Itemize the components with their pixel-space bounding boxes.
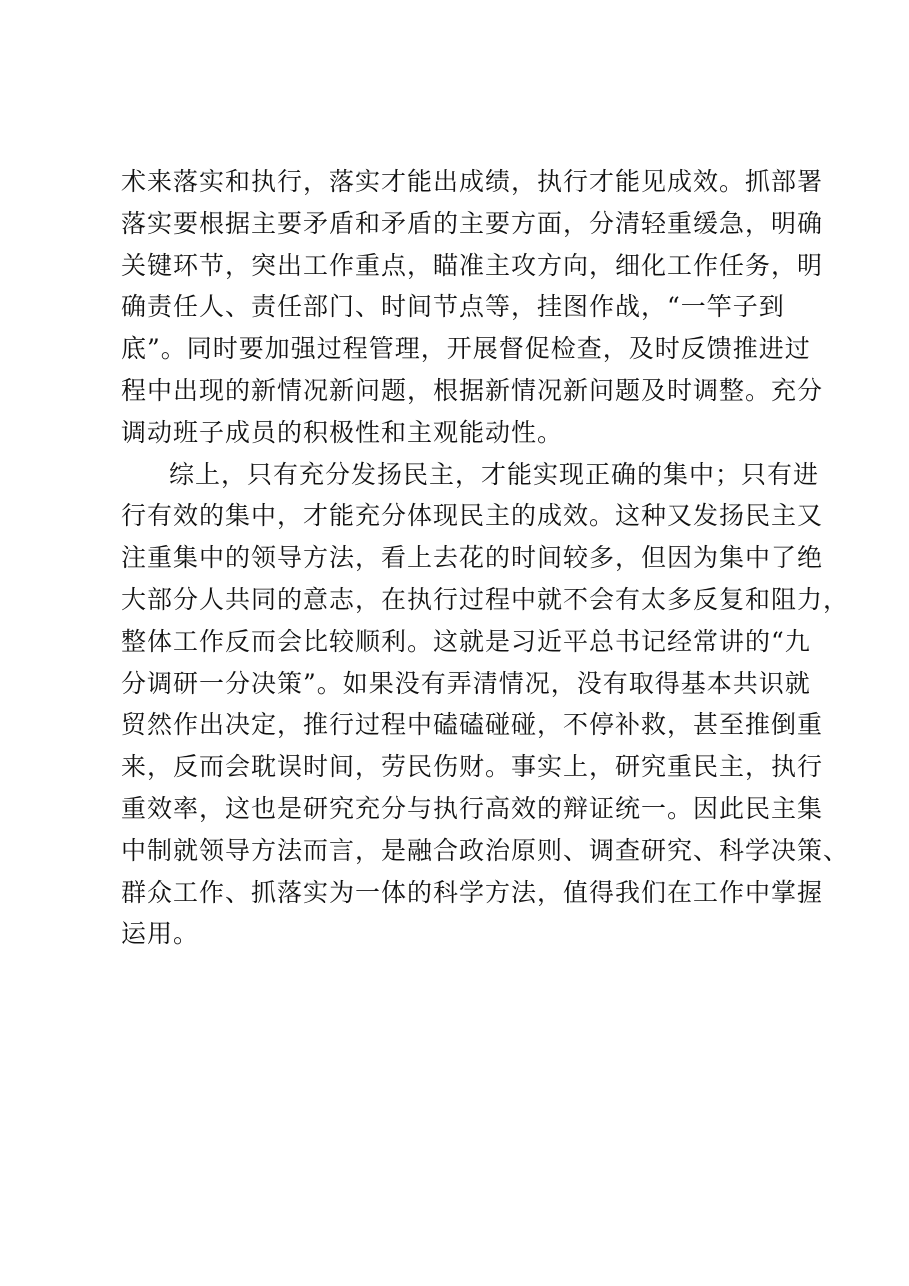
- text-line: 注重集中的领导方法，看上去花的时间较多，但因为集中了绝: [121, 543, 824, 573]
- text-line: 中制就领导方法而言，是融合政治原则、调查研究、科学决策、: [121, 835, 850, 865]
- text-line: 程中出现的新情况新问题，根据新情况新问题及时调整。充分: [121, 375, 824, 405]
- text-line: 大部分人共同的意志，在执行过程中就不会有太多反复和阻力，: [121, 584, 850, 614]
- paragraph-2: [121, 454, 850, 956]
- text-line: 重效率，这也是研究充分与执行高效的辩证统一。因此民主集: [121, 793, 824, 823]
- text-line: 分调研一分决策”。如果没有弄清情况，没有取得基本共识就: [121, 668, 811, 698]
- text-line: 确责任人、责任部门、时间节点等，挂图作战，“一竿子到: [121, 292, 785, 322]
- text-line: 综上，只有充分发扬民主，才能实现正确的集中；只有进: [169, 459, 820, 489]
- text-line: 贸然作出决定，推行过程中磕磕碰碰，不停补救，甚至推倒重: [121, 710, 824, 740]
- text-line: 落实要根据主要矛盾和矛盾的主要方面，分清轻重缓急，明确: [121, 208, 824, 238]
- text-line: 术来落实和执行，落实才能出成绩，执行才能见成效。抓部署: [121, 167, 824, 196]
- paragraph-1: [121, 161, 824, 454]
- text-line: 运用。: [121, 919, 200, 949]
- text-line: 整体工作反而会比较顺利。这就是习近平总书记经常讲的“九: [121, 626, 811, 656]
- text-line: 群众工作、抓落实为一体的科学方法，值得我们在工作中掌握: [121, 877, 824, 907]
- text-line: 来，反而会耽误时间，劳民伤财。事实上，研究重民主，执行: [121, 752, 824, 782]
- text-line: 关键环节，突出工作重点，瞄准主攻方向，细化工作任务，明: [121, 250, 824, 280]
- text-line: 调动班子成员的积极性和主观能动性。: [121, 417, 564, 447]
- text-line: 行有效的集中，才能充分体现民主的成效。这种又发扬民主又: [121, 501, 824, 531]
- document-body: [121, 161, 850, 955]
- text-line: 底”。同时要加强过程管理，开展督促检查，及时反馈推进过: [121, 334, 811, 364]
